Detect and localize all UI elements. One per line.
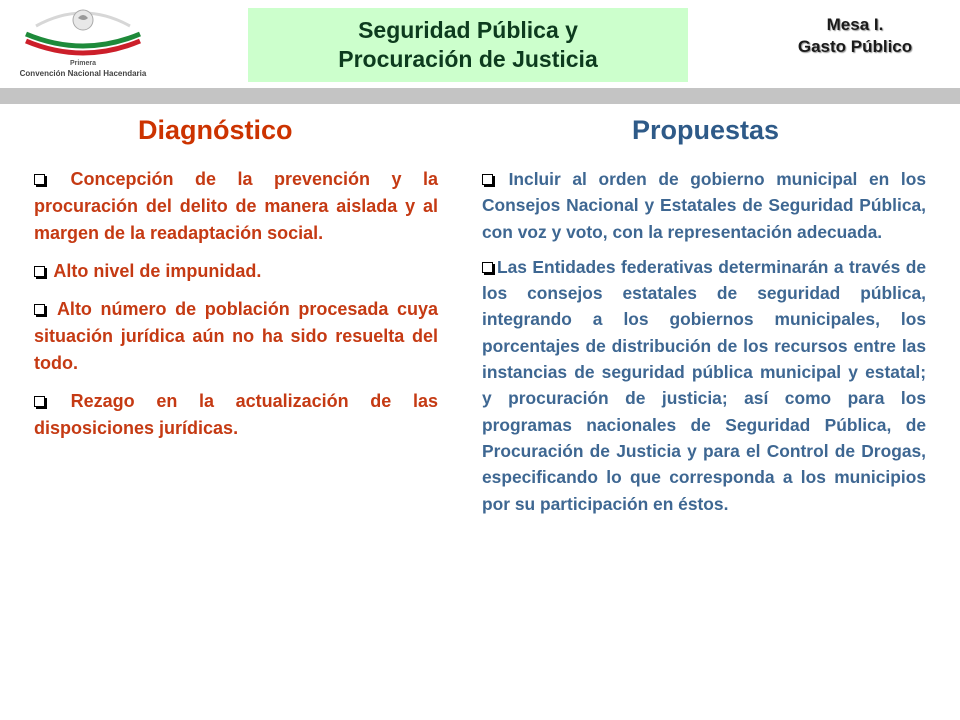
list-item: Concepción de la prevención y la procuración del delito de manera aislada y al margen de la readaptación social. [34, 169, 438, 243]
square-bullet-icon [34, 266, 45, 277]
list-item: Incluir al orden de gobierno municipal en los Consejos Nacional y Estatales de Seguridad Pública, con voz y voto, con la representación adecuada. [482, 169, 926, 242]
mexican-eagle-seal-icon [18, 6, 148, 58]
square-bullet-icon [482, 262, 493, 273]
square-bullet-icon [34, 304, 45, 315]
page-title-line1: Seguridad Pública y [358, 17, 578, 43]
propuestas-heading: Propuestas [632, 115, 780, 145]
list-item: Rezago en la actualización de las disposiciones jurídicas. [34, 391, 438, 438]
page-title-line2: Procuración de Justicia [338, 46, 598, 72]
square-bullet-icon [34, 174, 45, 185]
mesa-label-line2: Gasto Público [797, 37, 913, 56]
diagnostico-list [34, 166, 438, 453]
diagnostico-heading: Diagnóstico [138, 115, 293, 145]
mesa-label-line1: Mesa I. [826, 15, 884, 34]
square-bullet-icon [34, 396, 45, 407]
list-item: Alto nivel de impunidad. [34, 258, 438, 285]
convention-logo [18, 6, 148, 82]
mesa-label [770, 14, 940, 58]
list-item: Alto número de población procesada cuya situación jurídica aún no ha sido resuelta del todo. [34, 299, 438, 373]
list-item: Las Entidades federativas determinarán a través de los consejos estatales de seguridad pública, integrando a los gobiernos municipales, los porcentajes de distribución de los recursos entre las instancias de seguridad pública municipal y estatal; y procuración de justicia; así como para los programas nacionales de Seguridad Pública, de Procuración de Justicia y para el Control de Drogas, especificando lo que corresponda a los municipios por su participación en éstos. [482, 256, 926, 514]
header-divider-bar [0, 88, 960, 104]
logo-caption-convention: Convención Nacional Hacendaria [19, 69, 147, 78]
logo-caption-primera: Primera [69, 60, 97, 67]
page-title [248, 8, 688, 82]
propuestas-list [482, 166, 926, 526]
square-bullet-icon [482, 174, 493, 185]
